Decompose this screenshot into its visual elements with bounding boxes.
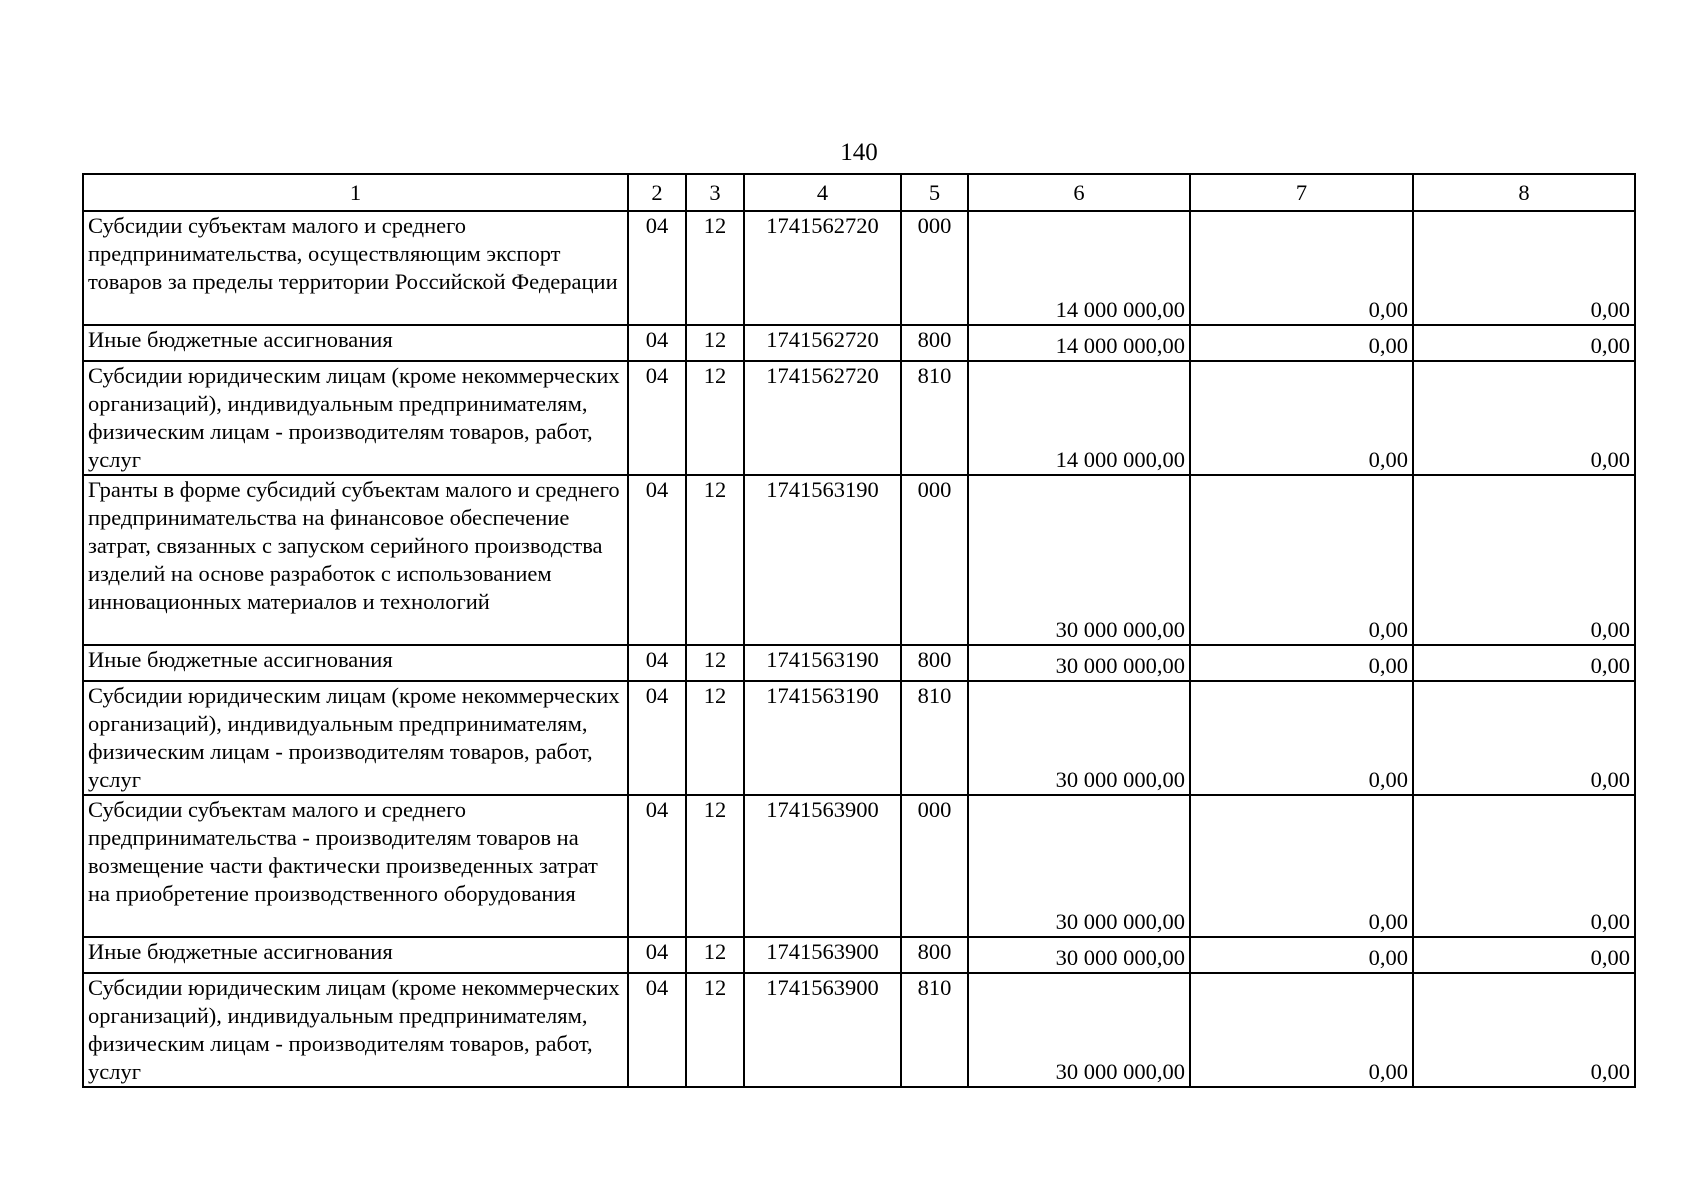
row-amount-6: 30 000 000,00: [968, 475, 1190, 645]
row-amount-6: 30 000 000,00: [968, 973, 1190, 1087]
header-cell: 3: [686, 174, 744, 211]
row-section: 04: [628, 681, 686, 795]
row-target-code: 1741563190: [744, 475, 901, 645]
row-amount-6: 14 000 000,00: [968, 211, 1190, 325]
row-target-code: 1741562720: [744, 325, 901, 361]
table-row: [83, 795, 1635, 937]
row-amount-7: 0,00: [1190, 325, 1413, 361]
row-amount-8: 0,00: [1413, 973, 1635, 1087]
row-section: 04: [628, 937, 686, 973]
row-section: 04: [628, 973, 686, 1087]
row-subsection: 12: [686, 795, 744, 937]
row-section: 04: [628, 645, 686, 681]
row-amount-7: 0,00: [1190, 211, 1413, 325]
row-subsection: 12: [686, 475, 744, 645]
row-amount-8: 0,00: [1413, 211, 1635, 325]
table-row: [83, 211, 1635, 325]
header-cell: 6: [968, 174, 1190, 211]
budget-table: [82, 173, 1636, 1088]
header-cell: 1: [83, 174, 628, 211]
header-cell: 4: [744, 174, 901, 211]
row-section: 04: [628, 211, 686, 325]
row-target-code: 1741563190: [744, 681, 901, 795]
row-expense-type: 800: [901, 325, 968, 361]
row-amount-6: 30 000 000,00: [968, 645, 1190, 681]
row-name: Иные бюджетные ассигнования: [83, 645, 628, 681]
row-amount-7: 0,00: [1190, 973, 1413, 1087]
row-subsection: 12: [686, 973, 744, 1087]
row-target-code: 1741563900: [744, 937, 901, 973]
row-subsection: 12: [686, 361, 744, 475]
row-section: 04: [628, 475, 686, 645]
row-amount-8: 0,00: [1413, 475, 1635, 645]
row-target-code: 1741562720: [744, 211, 901, 325]
row-name: Иные бюджетные ассигнования: [83, 325, 628, 361]
row-section: 04: [628, 325, 686, 361]
header-cell: 2: [628, 174, 686, 211]
header-cell: 8: [1413, 174, 1635, 211]
row-amount-6: 30 000 000,00: [968, 681, 1190, 795]
row-name: Субсидии юридическим лицам (кроме некоммерческих организаций), индивидуальным предпринимателям, физическим лицам - производителям товаров, работ, услуг: [83, 361, 628, 475]
row-target-code: 1741563900: [744, 973, 901, 1087]
row-expense-type: 000: [901, 475, 968, 645]
row-expense-type: 800: [901, 645, 968, 681]
row-amount-7: 0,00: [1190, 361, 1413, 475]
row-section: 04: [628, 795, 686, 937]
row-expense-type: 000: [901, 795, 968, 937]
row-amount-6: 30 000 000,00: [968, 795, 1190, 937]
table-row: [83, 325, 1635, 361]
row-expense-type: 810: [901, 361, 968, 475]
row-expense-type: 000: [901, 211, 968, 325]
row-amount-8: 0,00: [1413, 681, 1635, 795]
row-name: Субсидии юридическим лицам (кроме некоммерческих организаций), индивидуальным предпринимателям, физическим лицам - производителям товаров, работ, услуг: [83, 973, 628, 1087]
row-amount-6: 30 000 000,00: [968, 937, 1190, 973]
table-row: [83, 645, 1635, 681]
row-amount-8: 0,00: [1413, 795, 1635, 937]
row-name: Субсидии субъектам малого и среднего предпринимательства, осуществляющим экспорт товаров за пределы территории Российской Федерации: [83, 211, 628, 325]
header-cell: 7: [1190, 174, 1413, 211]
row-name: Иные бюджетные ассигнования: [83, 937, 628, 973]
row-amount-6: 14 000 000,00: [968, 325, 1190, 361]
table-row: [83, 937, 1635, 973]
row-expense-type: 800: [901, 937, 968, 973]
header-cell: 5: [901, 174, 968, 211]
row-amount-8: 0,00: [1413, 325, 1635, 361]
row-amount-7: 0,00: [1190, 937, 1413, 973]
row-amount-8: 0,00: [1413, 361, 1635, 475]
row-amount-8: 0,00: [1413, 645, 1635, 681]
row-subsection: 12: [686, 211, 744, 325]
row-name: Субсидии юридическим лицам (кроме некоммерческих организаций), индивидуальным предпринимателям, физическим лицам - производителям товаров, работ, услуг: [83, 681, 628, 795]
page-number: 140: [840, 139, 878, 166]
row-target-code: 1741563190: [744, 645, 901, 681]
row-amount-7: 0,00: [1190, 681, 1413, 795]
row-expense-type: 810: [901, 681, 968, 795]
table-row: [83, 973, 1635, 1087]
row-subsection: 12: [686, 937, 744, 973]
row-name: Субсидии субъектам малого и среднего предпринимательства - производителям товаров на возмещение части фактически произведенных затрат на приобретение производственного оборудования: [83, 795, 628, 937]
row-amount-7: 0,00: [1190, 475, 1413, 645]
row-amount-7: 0,00: [1190, 795, 1413, 937]
table-row: [83, 475, 1635, 645]
header-row: [83, 174, 1635, 211]
row-expense-type: 810: [901, 973, 968, 1087]
row-subsection: 12: [686, 325, 744, 361]
row-amount-6: 14 000 000,00: [968, 361, 1190, 475]
row-section: 04: [628, 361, 686, 475]
row-subsection: 12: [686, 681, 744, 795]
row-target-code: 1741562720: [744, 361, 901, 475]
table-row: [83, 361, 1635, 475]
table-row: [83, 681, 1635, 795]
row-name: Гранты в форме субсидий субъектам малого и среднего предпринимательства на финансовое обеспечение затрат, связанных с запуском серийного производства изделий на основе разработок с использованием инновационных материалов и технологий: [83, 475, 628, 645]
row-amount-8: 0,00: [1413, 937, 1635, 973]
row-subsection: 12: [686, 645, 744, 681]
row-amount-7: 0,00: [1190, 645, 1413, 681]
row-target-code: 1741563900: [744, 795, 901, 937]
